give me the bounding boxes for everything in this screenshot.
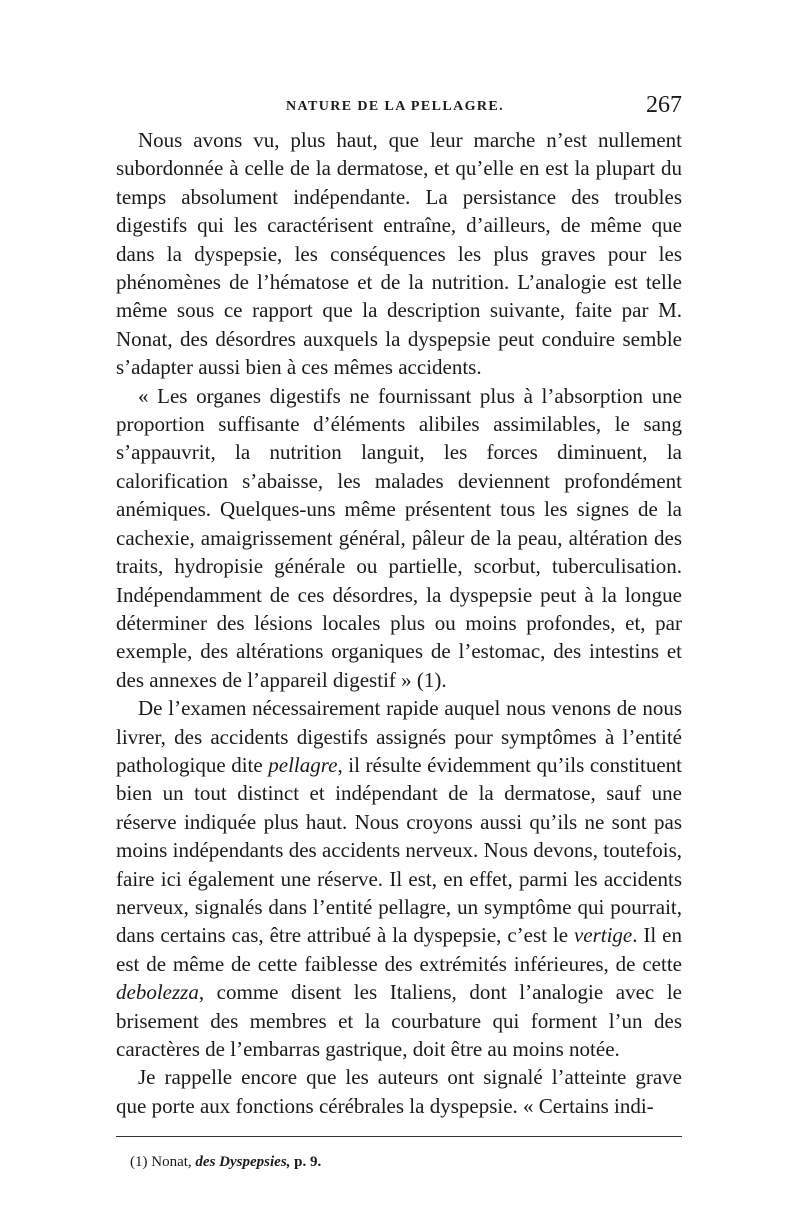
footnote-marker: (1)	[130, 1154, 148, 1170]
footnote-author: Nonat,	[151, 1154, 192, 1170]
paragraph-3-part-4: , comme disent les Italiens, dont l’analogie avec le brisement des membres et la courbature qui forment l’un des caractères de l’embarras gastrique, doit être au moins notée.	[116, 980, 682, 1061]
italic-term-vertige: vertige	[573, 923, 633, 948]
paragraph-3-part-3: . Il en est de même de cette faiblesse des extrémités inférieures, de cette	[116, 923, 682, 976]
paragraph-3	[116, 694, 682, 1063]
paragraph-1: Nous avons vu, plus haut, que leur marche n’est nullement subordonnée à celle de la dermatose, et qu’elle en est la plupart du temps absolument indépendante. La persistance des troubles digestifs qui les caractérisent entraîne, d’ailleurs, de même que dans la dyspepsie, les conséquences les plus graves pour les phénomènes de l’hématose et de la nutrition. L’analogie est telle même sous ce rapport que la description suivante, faite par M. Nonat, des désordres auxquels la dyspepsie peut conduire semble s’adapter aussi bien à ces mêmes accidents.	[116, 128, 682, 380]
footnote-page-ref: p. 9.	[294, 1154, 322, 1170]
running-head	[116, 92, 682, 122]
page-number: 267	[646, 92, 682, 118]
running-title: NATURE DE LA PELLAGRE.	[286, 99, 505, 114]
paragraph-2-quote: « Les organes digestifs ne fournissant plus à l’absorption une proportion suffisante d’éléments alibiles assimilables, le sang s’appauvrit, la nutrition languit, les forces diminuent, la calorification s’abaisse, les malades deviennent profondément anémiques. Quelques-uns même présentent tous les signes de la cachexie, amaigrissement général, pâleur de la peau, altération des traits, hydropisie générale ou partielle, scorbut, tuberculisation. Indépendamment de ces désordres, la dyspepsie peut à la longue déterminer des lésions locales plus ou moins profondes, et, par exemple, des altérations organiques de l’estomac, des intestins et des annexes de l’appareil digestif » (1).	[116, 383, 682, 692]
italic-term-debolezza: debolezza	[116, 980, 199, 1005]
footnote	[130, 1152, 321, 1172]
footnote-title: des Dyspepsies,	[195, 1154, 291, 1170]
footnote-divider	[116, 1136, 682, 1137]
paragraph-3-part-1: De l’examen nécessairement rapide auquel nous venons de nous livrer, des accidents digestifs assignés pour symptômes à l’entité pathologique dite	[116, 696, 682, 777]
body-text	[116, 126, 682, 1120]
italic-term-pellagre: pellagre	[268, 752, 338, 777]
paragraph-3-part-2: , il résulte évidemment qu’ils constituent bien un tout distinct et indépendant de la dermatose, sauf une réserve indiquée plus haut. Nous croyons aussi qu’ils ne sont pas moins indépendants des accidents nerveux. Nous devons, toutefois, faire ici également une réserve. Il est, en effet, parmi les accidents nerveux, signalés dans l’entité pellagre, un symptôme qui pourrait, dans certains cas, être attribué à la dyspepsie, c’est le	[116, 752, 682, 948]
paragraph-4: Je rappelle encore que les auteurs ont signalé l’atteinte grave que porte aux fonctions cérébrales la dyspepsie. « Certains indi-	[116, 1065, 682, 1118]
